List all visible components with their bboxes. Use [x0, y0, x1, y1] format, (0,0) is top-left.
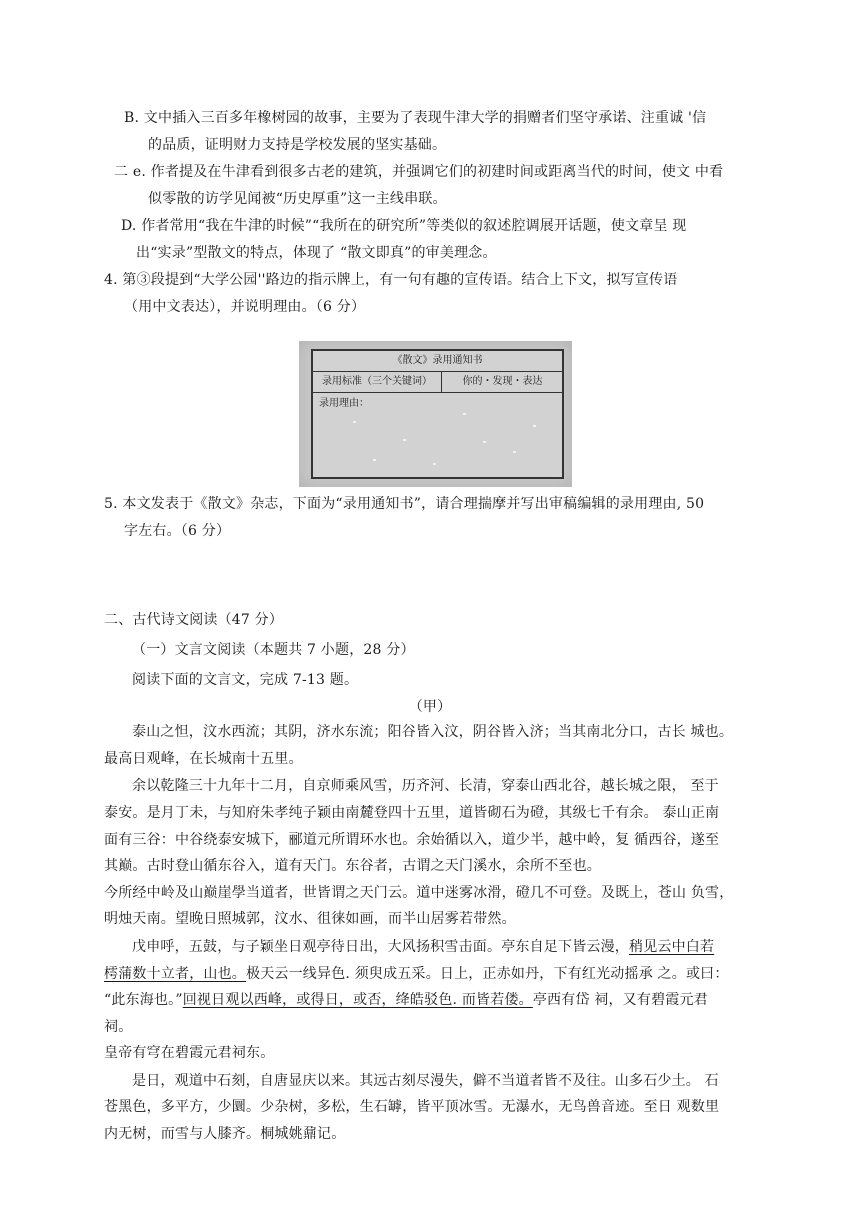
option-c-line-1: 二 e. 作者提及在牛津看到很多古老的建筑，并强调它们的初建时间或距离当代的时间，使文 中看	[114, 164, 724, 180]
question-4-line-2: （用中文表达），并说明理由。（6 分）	[124, 299, 366, 315]
passage-p4-text-3: 亭西有岱 祠，又有碧霞元君	[532, 992, 708, 1008]
passage-p1-line-2: 最高日观峰，在长城南十五里。	[104, 751, 303, 767]
notice-criteria-value: 你的・发现・表达	[462, 376, 543, 387]
passage-p4-line-1	[132, 937, 714, 957]
passage-p4-text: 戊申呼，五鼓，与子颖坐日观亭待日出，大风扬积雪击面。亭东自足下皆云漫，	[132, 939, 629, 955]
underlined-sentence-1b: 樗蒲数十立者，山也。	[104, 966, 246, 982]
passage-label: （甲）	[408, 699, 452, 715]
notice-criteria-row	[313, 372, 562, 393]
option-b-line-1: B. 文中插入三百多年橡树园的故事，主要为了表现牛津大学的捐赠者们坚守承诺、注重诚 '信	[124, 110, 707, 126]
passage-p4-line-5: 皇帝有穹在碧霞元君祠东。	[104, 1045, 275, 1061]
passage-p4-line-2	[104, 964, 729, 984]
passage-p4-line-4: 祠。	[104, 1019, 133, 1035]
notice-criteria-label: 录用标准（三个关键词）	[313, 372, 442, 392]
option-d-line-2: 出“实录”型散文的特点，体现了 “散文即真”的审美理念。	[136, 245, 497, 261]
reading-instruction: 阅读下面的文言文，完成 7-13 题。	[132, 672, 359, 688]
passage-p3-line-1: 今所经中岭及山巅崖學当道者，世皆谓之天门云。道中迷雾冰滑，磴几不可登。及既上，苍山 负雪，	[104, 885, 734, 901]
option-c-line-2: 似零散的访学见闻被“历史厚重”这一主线串联。	[148, 191, 447, 207]
passage-p4-line-3	[104, 990, 708, 1010]
underlined-sentence-2: 回视日观以西峰，或得日，或否，绛皓驳色. 而皆若偻。	[182, 992, 533, 1008]
notice-title: 《散文》录用通知书	[313, 351, 562, 372]
passage-p5-line-2: 苍黑色，多平方，少圜。少杂树，多松，生石罅，皆平顶冰雪。无瀑水，无鸟兽音迹。至日 观数里	[104, 1099, 720, 1115]
passage-p5-line-1: 是日，观道中石刻，自唐显庆以来。其远古刻尽漫失，僻不当道者皆不及往。山多石少土。 石	[132, 1073, 719, 1089]
passage-p2-line-3: 面有三谷：中谷绕泰安城下，郦道元所谓环水也。余始循以入，道少半，越中岭，复 循西谷，遂至	[104, 832, 720, 848]
subsection-title: （一）文言文阅读（本题共 7 小题，28 分）	[132, 642, 415, 658]
passage-p4-text-2: 极天云一线异色. 须臾成五采。日上，正赤如丹，下有红光动摇承 之。或曰：	[246, 966, 729, 982]
underlined-sentence-1a: 稍见云中白若	[629, 939, 715, 955]
option-d-line-1: D. 作者常用“我在牛津的时候”“我所在的研究所”等类似的叙述腔调展开话题，使文章呈 现	[121, 218, 687, 234]
acceptance-notice-image	[299, 341, 572, 487]
passage-p2-line-1: 余以乾隆三十九年十二月，自京师乘风雪，历齐河、长清，穿泰山西北谷，越长城之限， 至于	[132, 778, 719, 794]
passage-p3-line-2: 明烛天南。望晚日照城郭，汶水、徂徕如画，而半山居雾若带然。	[104, 911, 516, 927]
section-title: 二、古代诗文阅读（47 分）	[104, 612, 284, 628]
question-4-line-1: 4. 第③段提到“大学公园''路边的指示牌上，有一句有趣的宣传语。结合上下文，拟写宣传语	[104, 272, 678, 288]
passage-p4-quote: “此东海也。”	[104, 992, 183, 1008]
option-b-line-2: 的品质，证明财力支持是学校发展的坚实基础。	[148, 137, 447, 153]
notice-reason-label: 录用理由：	[319, 398, 369, 409]
acceptance-notice-form	[311, 349, 564, 479]
passage-p2-line-2: 泰安。是月丁未，与知府朱孝纯子颖由南麓登四十五里，道皆砌石为磴，其级七千有余。 泰山正南	[104, 805, 720, 821]
passage-p5-line-3: 内无树，而雪与人膝齐。桐城姚鼐记。	[104, 1126, 346, 1142]
question-5-line-1: 5. 本文发表于《散文》杂志，下面为“录用通知书”，请合理揣摩并写出审稿编辑的录用理由, 50	[104, 496, 705, 512]
passage-p1-line-1: 泰山之怛，汶水西流；其阴，济水东流；阳谷皆入汶，阴谷皆入济；当其南北分口，古长 城也。	[132, 724, 734, 740]
passage-p2-line-4: 其巅。古时登山循东谷入，道有天门。东谷者，古谓之天门溪水，余所不至也。	[104, 858, 601, 874]
question-5-line-2: 字左右。（6 分）	[124, 523, 231, 539]
